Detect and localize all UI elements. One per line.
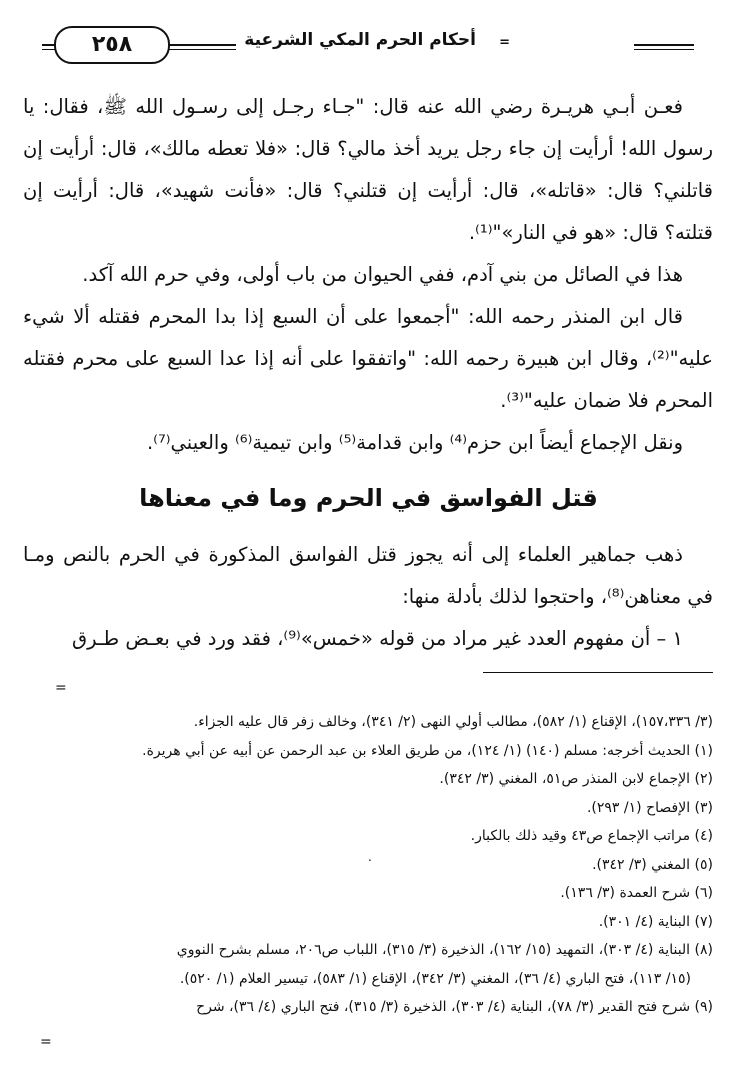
main-text: [23, 86, 713, 464]
footnote-line: (١) الحديث أخرجه: مسلم (١٤٠) (١/ ١٢٤)، من طريق العلاء بن عبد الرحمن عن أبيه عن أبي هريرة.: [142, 742, 713, 759]
footnote-line: (٨) البناية (٤/ ٣٠٣)، التمهيد (١٥/ ١٦٢)، الذخيرة (٣/ ٣١٥)، اللباب ص٢٠٦، مسلم بشرح النووي: [176, 942, 713, 958]
paragraph: ١ – أن مفهوم العدد غير مراد من قوله «خمس»⁽⁹⁾، فقد ورد في بعـض طـرق: [72, 627, 683, 650]
footnotes: [21, 708, 713, 1022]
footnote-line: (٥) المغني (٣/ ٣٤٢).: [592, 856, 713, 873]
running-title: أحكام الحرم المكي الشرعية: [236, 30, 484, 50]
paragraph: هذا في الصائل من بني آدم، ففي الحيوان من باب أولى، وفي حرم الله آكد.: [82, 263, 683, 286]
section-heading: قتل الفواسق في الحرم وما في معناها: [139, 484, 598, 512]
footnote-line: (٢) الإجماع لابن المنذر ص٥١، المغني (٣/ ٣٤٢).: [439, 771, 713, 787]
section-text: [23, 534, 713, 660]
paragraph: ونقل الإجماع أيضاً ابن حزم⁽⁴⁾ وابن قدامة⁽⁵⁾ وابن تيمية⁽⁶⁾ والعيني⁽⁷⁾.: [146, 431, 683, 454]
footnote-line: (٤) مراتب الإجماع ص٤٣ وقيد ذلك بالكبار.: [470, 828, 713, 844]
footnote-line: (١٥/ ١١٣)، فتح الباري (٤/ ٣٦)، المغني (٣/ ٣٤٢)، الإقناع (١/ ٥٨٣)، تيسير العلام (١/ ٥٢٠).: [179, 970, 691, 987]
paragraph: فعـن أبـي هريـرة رضي الله عنه قال: "جـاء رجـل إلى رسـول الله ﷺ، فقال: يا رسول الله! أرأيت إن جاء رجل يريد أخذ مالي؟ قال: «فلا تعطه مالك»، قال: أرأيت إن قاتلني؟ قال: «قاتله»، قال: أرأيت إن قتلني؟ قال: «فأنت شهيد»، قال: أرأيت إن قتلته؟ قال: «هو في النار»"⁽¹⁾.: [23, 95, 713, 244]
page-header: [22, 22, 714, 68]
page-number: ٢٥٨: [54, 26, 170, 64]
stray-mark: .: [368, 850, 372, 864]
continuation-mark: =: [40, 1034, 52, 1050]
paragraph: قال ابن المنذر رحمه الله: "أجمعوا على أن السبع إذا بدا المحرم فقتله ألا شيء عليه"⁽²⁾، وقال ابن هبيرة رحمه الله: "واتفقوا على أنه إذا عدا السبع على محرم فقتله المحرم فلا ضمان عليه"⁽³⁾.: [23, 305, 713, 412]
continuation-mark: =: [55, 680, 67, 696]
header-rule: [634, 44, 694, 46]
title-ornament: =: [495, 35, 514, 50]
header-rule: [634, 49, 694, 50]
footnote-separator: [483, 672, 713, 673]
paragraph: ذهب جماهير العلماء إلى أنه يجوز قتل الفواسق المذكورة في الحرم بالنص ومـا في معناهن⁽⁸⁾، واحتجوا لذلك بأدلة منها:: [23, 543, 713, 608]
footnote-line: (٩) شرح فتح القدير (٣/ ٧٨)، البناية (٤/ ٣٠٣)، الذخيرة (٣/ ٣١٥)، فتح الباري (٤/ ٣٦)، شرح: [196, 999, 713, 1015]
footnote-line: (٦) شرح العمدة (٣/ ١٣٦).: [560, 885, 713, 901]
footnote-line: (٧) البناية (٤/ ٣٠١).: [598, 913, 713, 930]
footnote-line: (٣) الإفصاح (١/ ٢٩٣).: [586, 799, 713, 816]
footnote-line: (٣/ ١٥٧،٣٣٦)، الإقناع (١/ ٥٨٢)، مطالب أولي النهى (٢/ ٣٤١)، وخالف زفر قال عليه الجزاء.: [193, 714, 713, 730]
